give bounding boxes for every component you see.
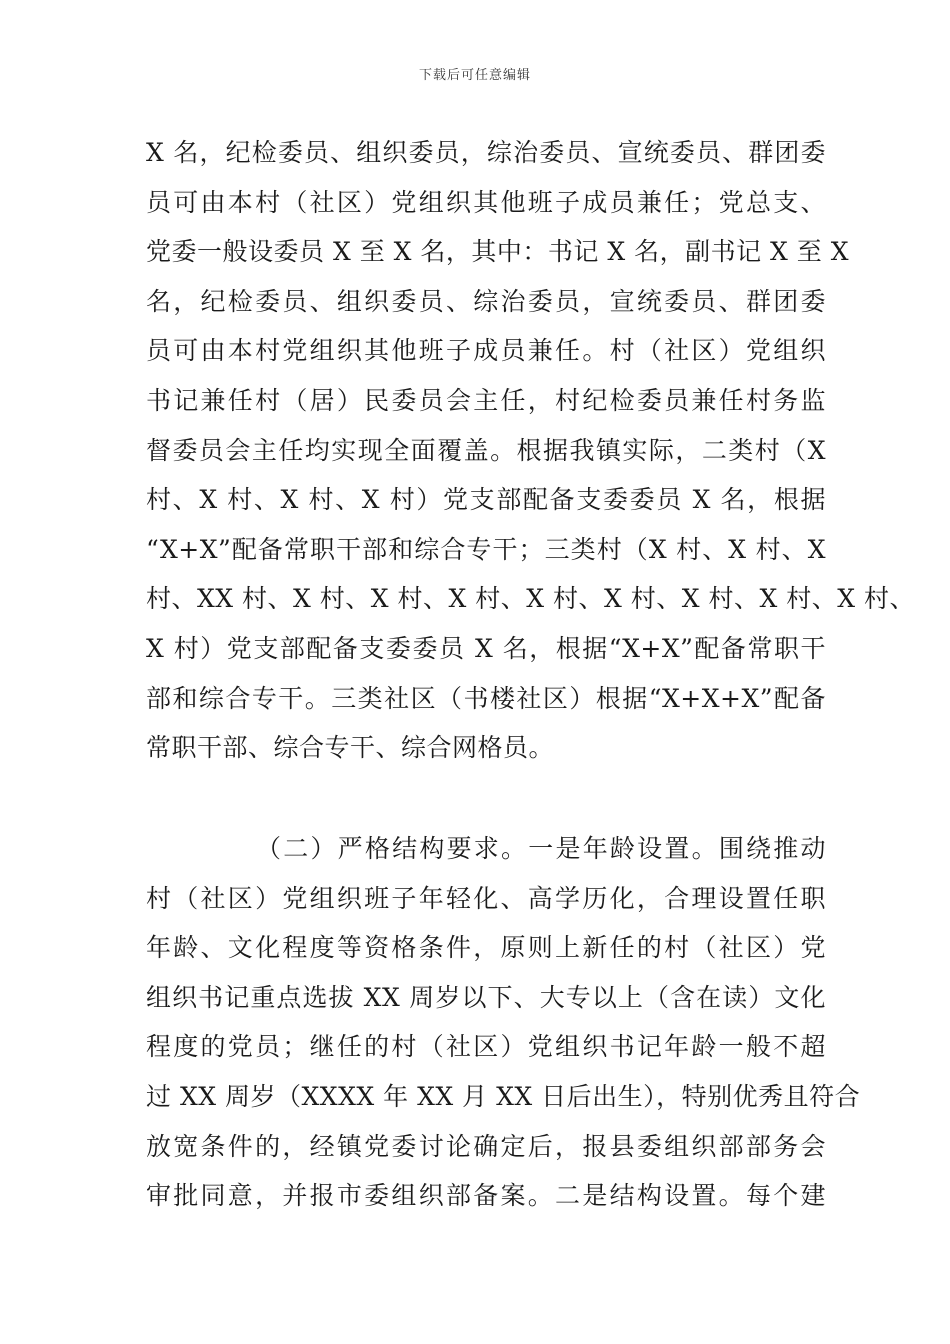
- paragraph-2-line: 审批同意，并报市委组织部备案。二是结构设置。每个建: [146, 1181, 826, 1211]
- paragraph-1: [146, 128, 916, 773]
- paragraph-1-line: 村、X 村、X 村、X 村）党支部配备支委委员 X 名，根据: [146, 485, 826, 515]
- paragraph-2-line: 年龄、文化程度等资格条件，原则上新任的村（社区）党: [146, 933, 826, 963]
- paragraph-1-line: 员可由本村党组织其他班子成员兼任。村（社区）党组织: [146, 336, 826, 366]
- paragraph-2-line: 放宽条件的，经镇党委讨论确定后，报县委组织部部务会: [146, 1131, 826, 1161]
- paragraph-1-line: X 名，纪检委员、组织委员，综治委员、宣统委员、群团委: [146, 138, 826, 167]
- paragraph-1-line: “X+X”配备常职干部和综合专干；三类村（X 村、X 村、X: [146, 534, 826, 564]
- paragraph-2: [146, 824, 861, 1221]
- paragraph-2-line: 过 XX 周岁（XXXX 年 XX 月 XX 日后出生），特别优秀且符合: [146, 1081, 861, 1111]
- paragraph-1-line: 部和综合专干。三类社区（书楼社区）根据“X+X+X”配备: [146, 683, 826, 713]
- paragraph-1-line: 员可由本村（社区）党组织其他班子成员兼任；党总支、: [146, 187, 826, 217]
- paragraph-1-line: 村、XX 村、X 村、X 村、X 村、X 村、X 村、X 村、X 村、X 村、: [146, 584, 916, 614]
- paragraph-1-line: 常职干部、综合专干、综合网格员。: [146, 733, 555, 763]
- page-header: 下载后可任意编辑: [418, 68, 531, 83]
- paragraph-2-line: 村（社区）党组织班子年轻化、高学历化，合理设置任职: [146, 883, 826, 913]
- paragraph-1-line: 督委员会主任均实现全面覆盖。根据我镇实际，二类村（X: [146, 435, 826, 465]
- paragraph-1-line: 党委一般设委员 X 至 X 名，其中：书记 X 名，副书记 X 至 X: [146, 237, 850, 267]
- paragraph-2-line: （二）严格结构要求。一是年龄设置。围绕推动: [256, 834, 826, 863]
- paragraph-1-line: X 村）党支部配备支委委员 X 名，根据“X+X”配备常职干: [146, 633, 826, 663]
- paragraph-1-line: 书记兼任村（居）民委员会主任，村纪检委员兼任村务监: [146, 385, 826, 415]
- paragraph-1-line: 名，纪检委员、组织委员、综治委员，宣统委员、群团委: [146, 286, 826, 316]
- paragraph-2-line: 程度的党员；继任的村（社区）党组织书记年龄一般不超: [146, 1032, 826, 1062]
- paragraph-2-line: 组织书记重点选拔 XX 周岁以下、大专以上（含在读）文化: [146, 982, 826, 1012]
